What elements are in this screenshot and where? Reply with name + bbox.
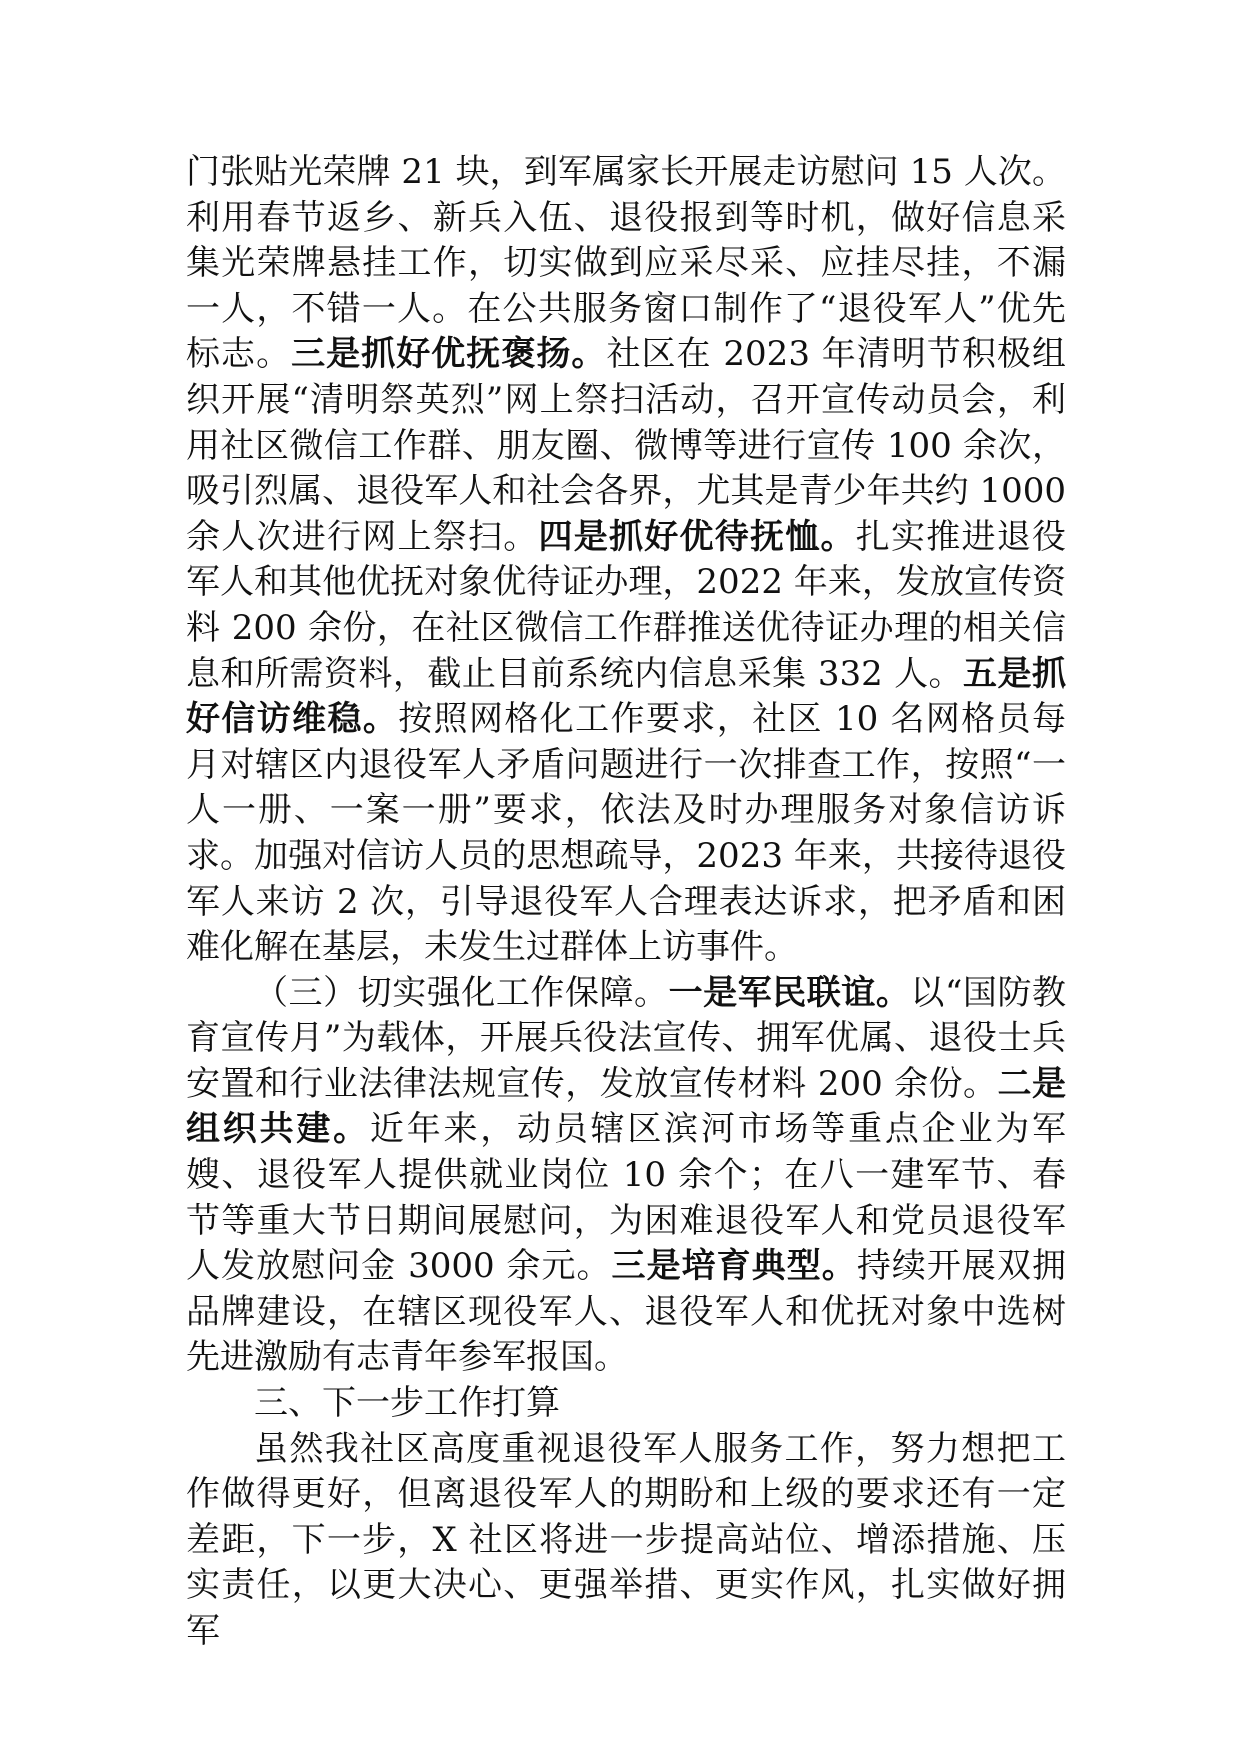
heading-inline-信访维稳: 五是抓好信访维稳。: [186, 653, 1067, 740]
section-heading-text: 三、下一步工作打算: [254, 1383, 560, 1424]
heading-inline-军民联谊: 一是军民联谊。: [668, 972, 911, 1013]
paragraph-1-text-4: 按照网格化工作要求，社区 10 名网格员每月对辖区内退役军人矛盾问题进行一次排查工作，按照“一人一册、一案一册”要求，依法及时办理服务对象信访诉求。加强对信访人员的思想疏导，2023 年来，共接待退役军人来访 2 次，引导退役军人合理表达诉求，把矛盾和困难化解在基层，未发生过群体上访事件。: [186, 699, 1066, 968]
paragraph-4-text-1: 虽然我社区高度重视退役军人服务工作，努力想把工作做得更好，但离退役军人的期盼和上级的要求还有一定差距，下一步，X 社区将进一步提高站位、增添措施、压实责任，以更大决心、更强举措、更实作风，扎实做好拥军: [186, 1428, 1066, 1651]
paragraph-2-text-2: 以“国防教育宣传月”为载体，开展兵役法宣传、拥军优属、退役士兵安置和行业法律法规宣传，发放宣传材料 200 余份。: [186, 972, 1066, 1104]
paragraph-1: [186, 150, 1066, 971]
paragraph-2: [186, 971, 1066, 1381]
paragraph-2-text-3: 近年来，动员辖区滨河市场等重点企业为军嫂、退役军人提供就业岗位 10 余个；在八一建军节、春节等重大节日期间展慰问，为困难退役军人和党员退役军人发放慰问金 3000 余元。: [186, 1109, 1067, 1287]
document-body: [186, 150, 1066, 1655]
heading-inline-优待抚恤: 四是抓好优待抚恤。: [538, 516, 856, 557]
heading-inline-组织共建: 二是组织共建。: [186, 1063, 1066, 1150]
paragraph-4: [186, 1427, 1066, 1655]
heading-inline-优抚褒扬: 三是抓好优抚褒扬。: [291, 334, 607, 375]
paragraph-1-text-2: 社区在 2023 年清明节积极组织开展“清明祭英烈”网上祭扫活动，召开宣传动员会，利用社区微信工作群、朋友圈、微博等进行宣传 100 余次，吸引烈属、退役军人和社会各界，尤其是青少年共约 1000 余人次进行网上祭扫。: [186, 334, 1067, 557]
paragraph-1-text-3: 扎实推进退役军人和其他优抚对象优待证办理，2022 年来，发放宣传资料 200 余份，在社区微信工作群推送优待证办理的相关信息和所需资料，截止目前系统内信息采集 332 人。: [186, 516, 1066, 694]
paragraph-1-text-1: 门张贴光荣牌 21 块，到军属家长开展走访慰问 15 人次。利用春节返乡、新兵入伍、退役报到等时机，做好信息采集光荣牌悬挂工作，切实做到应采尽采、应挂尽挂，不漏一人，不错一人。在公共服务窗口制作了“退役军人”优先标志。: [186, 152, 1066, 375]
paragraph-2-text-4: 持续开展双拥品牌建设，在辖区现役军人、退役军人和优抚对象中选树先进激励有志青年参军报国。: [186, 1246, 1066, 1378]
paragraph-2-text-1: （三）切实强化工作保障。: [254, 972, 669, 1013]
heading-inline-培育典型: 三是培育典型。: [611, 1246, 857, 1287]
section-heading: [186, 1381, 1066, 1427]
